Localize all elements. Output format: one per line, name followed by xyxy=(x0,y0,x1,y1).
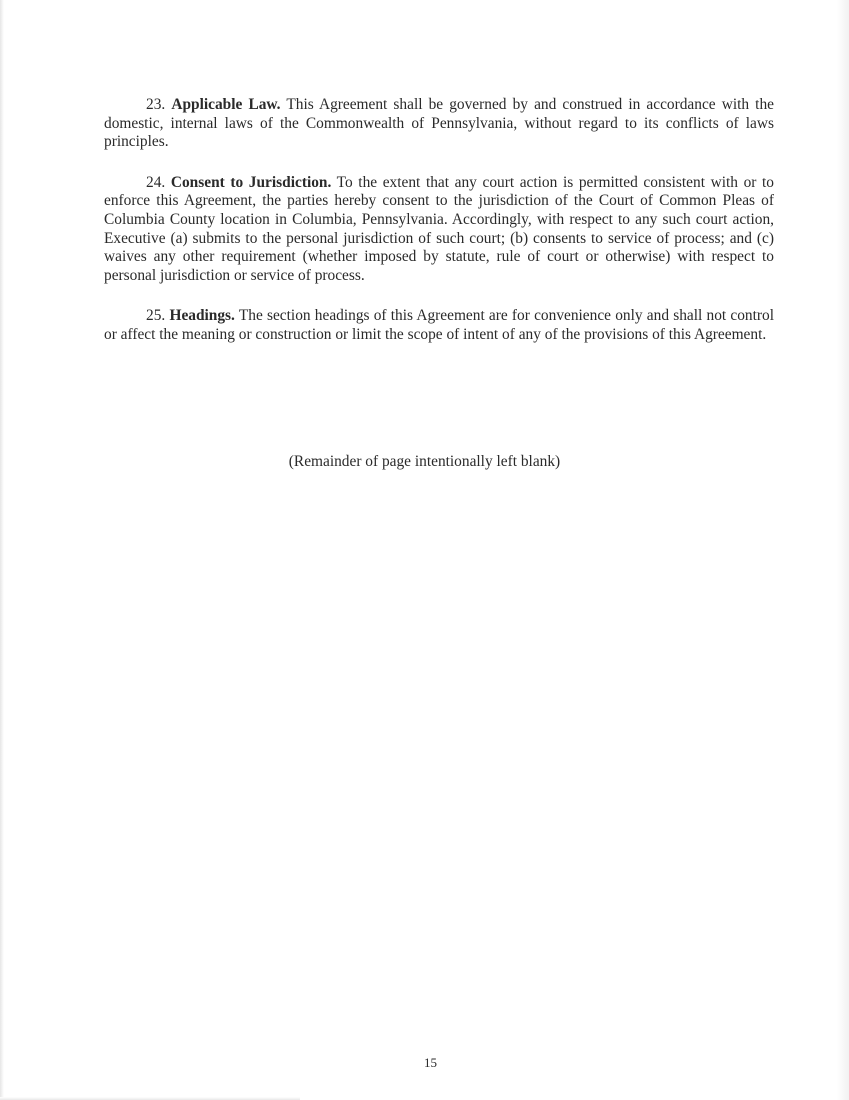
section-number: 23. xyxy=(146,96,166,113)
section-23-applicable-law xyxy=(104,96,774,152)
section-number: 24. xyxy=(146,173,166,191)
section-heading: Applicable Law. xyxy=(171,96,281,113)
section-heading: Headings. xyxy=(169,307,235,325)
scan-edge-right xyxy=(837,0,849,1100)
section-body: This Agreement shall be governed by and construed in accordance with the domestic, internal laws of the Commonwealth of Pennsylvania, without regard to its conflicts of laws principles. xyxy=(104,96,774,151)
section-24-consent-to-jurisdiction xyxy=(104,174,774,286)
section-heading: Consent to Jurisdiction. xyxy=(170,173,332,191)
remainder-note: (Remainder of page intentionally left blank) xyxy=(288,453,561,470)
agreement-body xyxy=(104,96,774,367)
page-number: 15 xyxy=(424,1055,437,1070)
section-body: The section headings of this Agreement are for convenience only and shall not control or affect the meaning or construction or limit the scope of intent of any of the provisions of this Agreement. xyxy=(104,307,774,343)
section-body: To the extent that any court action is permitted consistent with or to enforce this Agreement, the parties hereby consent to the jurisdiction of the Court of Common Pleas of Columbia County location in Columbia, Pennsylvania. Accordingly, with respect to any such court action, Executive (a) submits to the personal jurisdiction of such court; (b) consents to service of process; and (c) waives any other requirement (whether imposed by statute, rule of court or otherwise) with respect to personal jurisdiction or service of process. xyxy=(104,173,774,284)
section-number: 25. xyxy=(146,307,166,325)
scan-edge-left xyxy=(0,0,4,1100)
section-25-headings xyxy=(104,307,774,344)
